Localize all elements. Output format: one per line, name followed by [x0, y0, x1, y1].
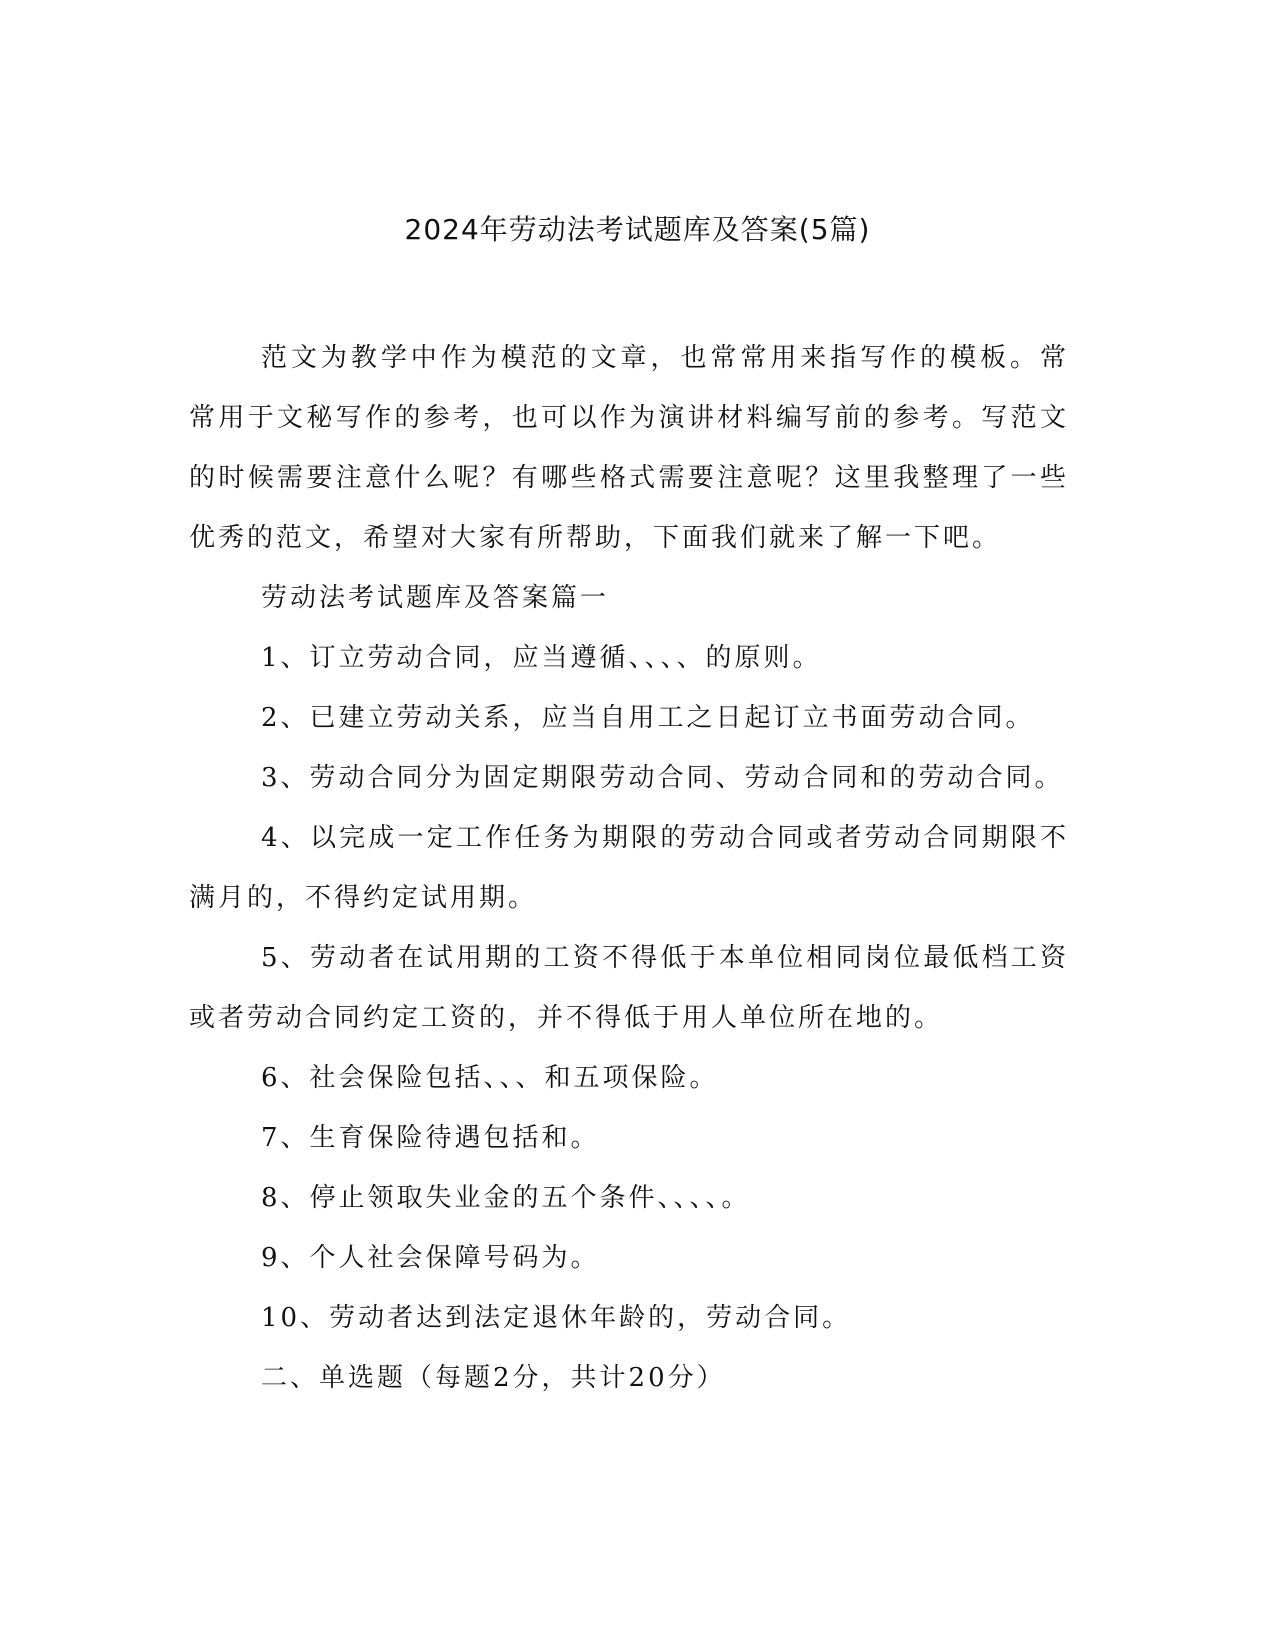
question-item: 6、社会保险包括、、、和五项保险。 — [261, 1063, 719, 1093]
intro-paragraph: 范文为教学中作为模范的文章，也常常用来指写作的模板。常常用于文秘写作的参考，也可以作为演讲材料编写前的参考。写范文的时候需要注意什么呢？有哪些格式需要注意呢？这里我整理了一些优秀的范文，希望对大家有所帮助，下面我们就来了解一下吧。 — [189, 343, 1069, 553]
question-item: 7、生育保险待遇包括和。 — [261, 1123, 600, 1153]
document-title: 2024年劳动法考试题库及答案(5篇) — [404, 213, 871, 246]
section-heading: 劳动法考试题库及答案篇一 — [261, 583, 610, 613]
section-heading: 二、单选题（每题2分，共计20分） — [261, 1363, 726, 1393]
question-item: 4、以完成一定工作任务为期限的劳动合同或者劳动合同期限不满月的，不得约定试用期。 — [189, 823, 1069, 913]
question-item: 5、劳动者在试用期的工资不得低于本单位相同岗位最低档工资或者劳动合同约定工资的，并不得低于用人单位所在地的。 — [189, 943, 1069, 1033]
question-item: 9、个人社会保障号码为。 — [261, 1243, 600, 1273]
question-item: 3、劳动合同分为固定期限劳动合同、劳动合同和的劳动合同。 — [261, 763, 1064, 793]
question-item: 2、已建立劳动关系，应当自用工之日起订立书面劳动合同。 — [261, 703, 1035, 733]
document-body — [189, 328, 1069, 1408]
question-item: 10、劳动者达到法定退休年龄的，劳动合同。 — [261, 1303, 852, 1333]
question-item: 1、订立劳动合同，应当遵循、、、、的原则。 — [261, 643, 822, 673]
question-item: 8、停止领取失业金的五个条件、、、、。 — [261, 1183, 751, 1213]
